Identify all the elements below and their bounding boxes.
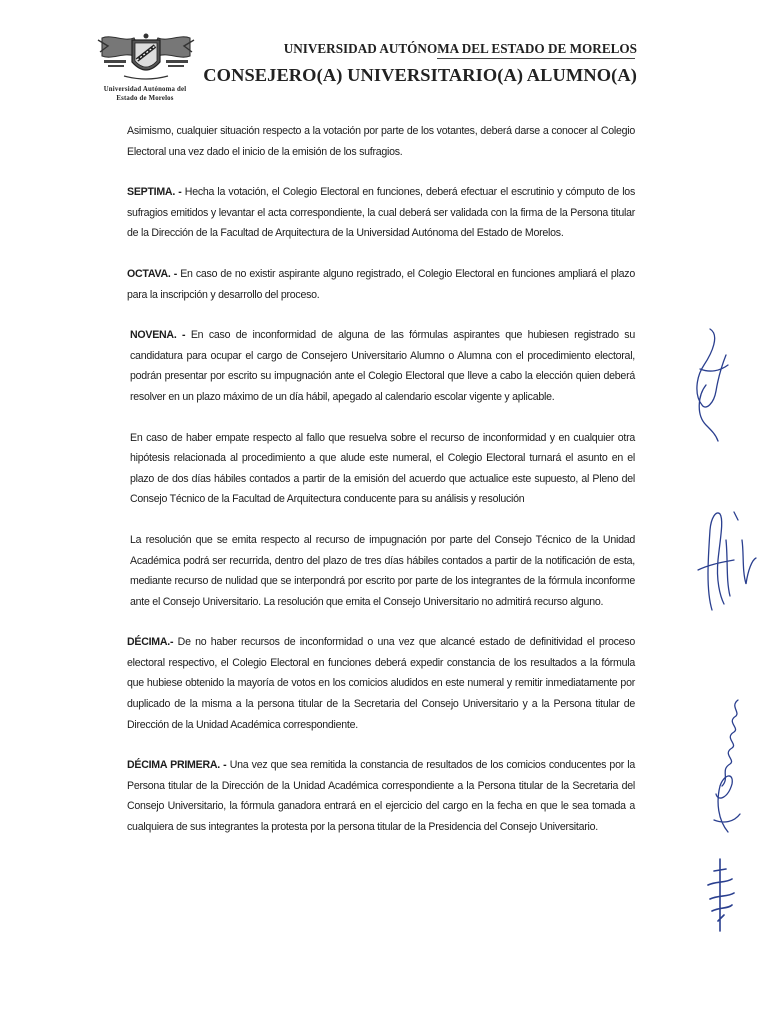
- paragraph-text: En caso de no existir aspirante alguno registrado, el Colegio Electoral en funciones ampliará el plazo para la inscripción y desarrollo del proceso.: [127, 267, 635, 301]
- paragraph-decima: [127, 632, 635, 735]
- header-divider: [437, 58, 635, 59]
- paragraph-lead: OCTAVA. -: [127, 267, 178, 280]
- document-title: CONSEJERO(A) UNIVERSITARIO(A) ALUMNO(A): [203, 65, 637, 85]
- paragraph-lead: NOVENA. -: [130, 329, 186, 342]
- paragraph-text: Asimismo, cualquier situación respecto a la votación por parte de los votantes, deberá darse a conocer al Colegio Electoral una vez dado el inicio de la emisión de los sufragios.: [127, 125, 635, 158]
- paragraph-text: En caso de haber empate respecto al fallo que resuelva sobre el recurso de inconformidad y en cualquier otra hipótesis relacionada al procedimiento a que alude este numeral, el Colegio Electoral turnará el asunto en el plazo de dos días hábiles contados a partir de la emisión del acuerdo que actualice este supuesto, al Pleno del Consejo Técnico de la Facultad de Arquitectura conducente para su análisis y resolución: [130, 431, 635, 506]
- university-name: UNIVERSIDAD AUTÓNOMA DEL ESTADO DE MORELOS: [283, 41, 637, 56]
- paragraph-1: [127, 121, 635, 162]
- paragraph-text: Hecha la votación, el Colegio Electoral en funciones, deberá efectuar el escrutinio y cómputo de los sufragios emitidos y levantar el acta correspondiente, la cual deberá ser validada con la firma de la Persona titular de la Dirección de la Facultad de Arquitectura de la Universidad Autónoma del Estado de Morelos.: [127, 186, 635, 240]
- paragraph-novena: [127, 325, 635, 407]
- paragraph-empate: [127, 428, 635, 510]
- paragraph-lead: DÉCIMA PRIMERA. -: [127, 759, 227, 772]
- university-crest-icon: [94, 32, 198, 84]
- university-logo: [86, 32, 204, 103]
- paragraph-resolucion: [127, 530, 635, 612]
- signature-2: [690, 500, 765, 620]
- signature-1: [676, 325, 736, 445]
- paragraph-decima-primera: [127, 755, 635, 837]
- paragraph-text: Una vez que sea remitida la constancia de resultados de los comicios conducentes por la Persona titular de la Dirección de la Unidad Académica correspondiente a la Persona titular de la Secretaria del Consejo Universitario, la fórmula ganadora entrará en el ejercicio del cargo en la fecha en que le sea tomada a cualquiera de sus integrantes la protesta por la persona titular de la Presidencia del Consejo Universitario.: [127, 759, 635, 834]
- paragraph-text: De no haber recursos de inconformidad o una vez que alcancé estado de definitividad el proceso electoral respectivo, el Colegio Electoral en funciones deberá expedir constancia de los resultados a la fórmula que hubiese obtenido la mayoría de votos en los comicios aludidos en este numeral y remitir inmediatamente por duplicado de la misma a la persona titular de la Secretaria del Consejo Universitario y a la Persona titular de Dirección de la Unidad Académica correspondiente.: [127, 636, 635, 731]
- logo-caption-line1: Universidad Autónoma del: [103, 86, 187, 93]
- paragraph-text: En caso de inconformidad de alguna de las fórmulas aspirantes que hubiesen registrado su candidatura para ocupar el cargo de Consejero Universitario Alumno o Alumna con el procedimiento electoral, podrán presentar por escrito su impugnación ante el Colegio Electoral que lleve a cabo la elección quien deberá resolver en un plazo máximo de un día hábil, apegado al calendario escolar vigente y aplicable.: [130, 329, 635, 403]
- logo-caption-line2: Estado de Morelos: [116, 94, 174, 102]
- document-body: [127, 121, 635, 858]
- paragraph-septima: [127, 182, 635, 244]
- signature-4: [700, 855, 740, 935]
- paragraph-octava: [127, 264, 635, 305]
- signature-3: [700, 690, 750, 840]
- paragraph-text: La resolución que se emita respecto al recurso de impugnación por parte del Consejo Técnico de la Unidad Académica podrá ser recurrida, dentro del plazo de tres días hábiles contados a partir de la notificación de esta, mediante recurso de nulidad que se interpondrá por escrito por parte de los integrantes de la fórmula inconforme ante el Consejo Universitario. La resolución que emita el Consejo Universitario no admitirá recurso alguno.: [130, 533, 635, 608]
- paragraph-lead: DÉCIMA.-: [127, 636, 174, 649]
- paragraph-lead: SEPTIMA. -: [127, 186, 182, 199]
